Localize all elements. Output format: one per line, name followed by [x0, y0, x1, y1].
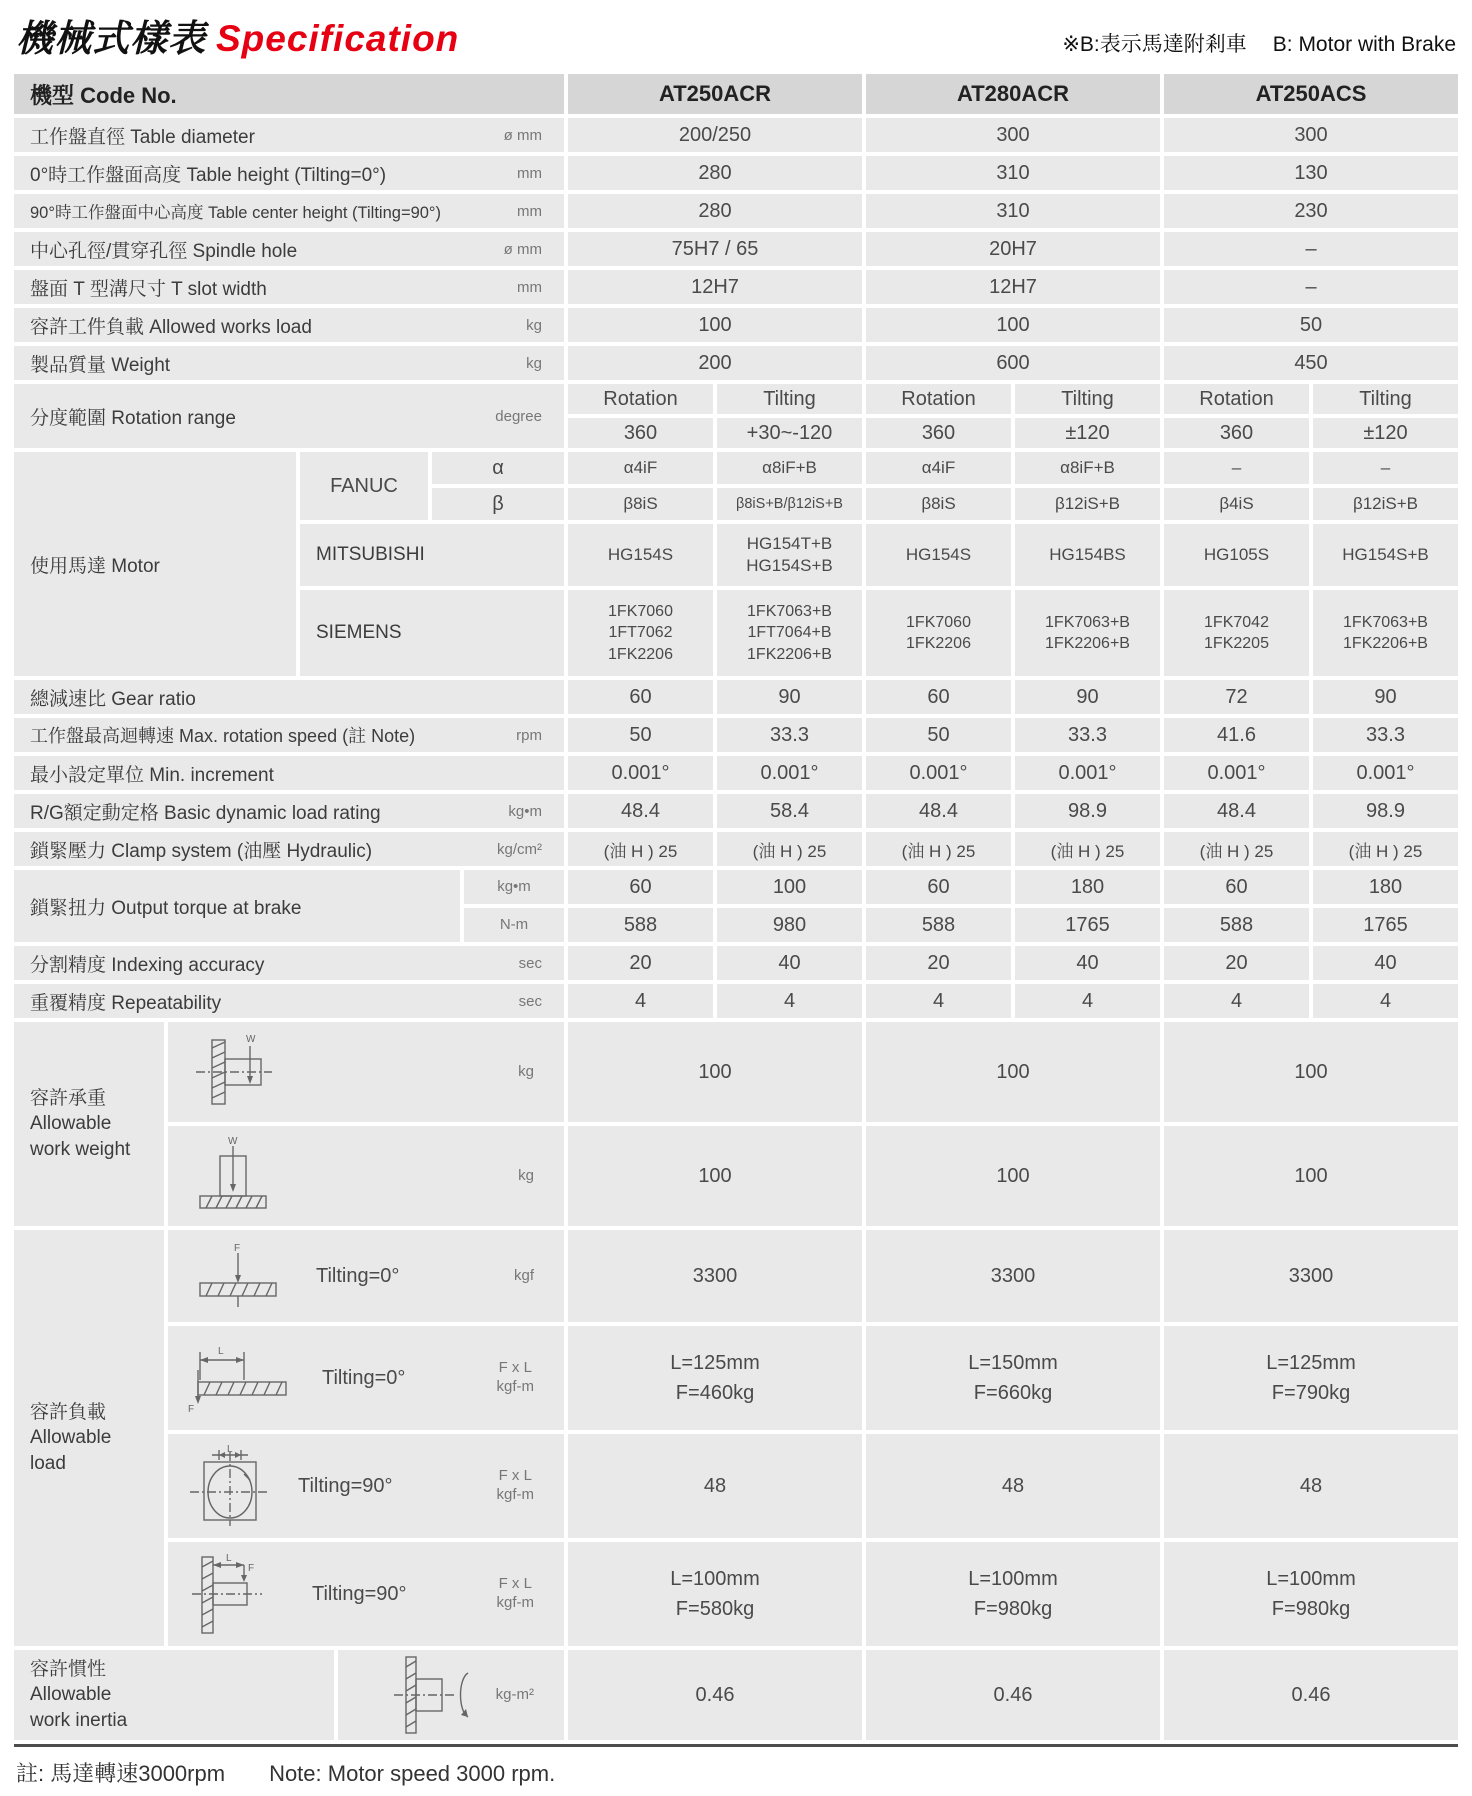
- mitsubishi-value: HG154BS: [1015, 524, 1160, 586]
- torque-rows: [464, 870, 1458, 942]
- row-unit: mm: [517, 164, 542, 182]
- fanuc-alpha-value: –: [1164, 452, 1309, 484]
- work-inertia-label-cell: [14, 1650, 334, 1740]
- diagram-force-tilt0-icon: [186, 1241, 290, 1311]
- brake-note: [1062, 28, 1456, 62]
- page-title-zh: 機械式樣表: [16, 18, 206, 59]
- diagram-rotation-inertia-icon: [388, 1653, 480, 1737]
- fanuc-alpha-value: –: [1313, 452, 1458, 484]
- max-speed-value: 33.3: [1313, 718, 1458, 752]
- table-height-value-2: 310: [866, 156, 1160, 190]
- row-gear-ratio: [14, 680, 1458, 714]
- load-caption: Tilting=0°: [316, 1264, 400, 1287]
- work-inertia-unit: kg-m²: [495, 1685, 534, 1703]
- row-dynamic-load: [14, 794, 1458, 828]
- fanuc-alpha-value: α8iF+B: [1015, 452, 1160, 484]
- clamp-label-cell: [14, 832, 564, 866]
- rotation-range-values: [568, 384, 1458, 448]
- repeatability-value: 4: [866, 984, 1011, 1018]
- svg-text:W: W: [246, 1034, 256, 1045]
- fanuc-beta-row: [432, 488, 1458, 520]
- subcol-header: Rotation: [568, 384, 713, 414]
- diagram-force-length-tilt90-side-icon: [186, 1551, 286, 1637]
- row-max-speed: [14, 718, 1458, 752]
- row-label: 製品質量 Weight: [30, 354, 171, 376]
- subcol-header: Tilting: [717, 384, 862, 414]
- work-inertia-diagram-cell: [338, 1650, 564, 1740]
- row-label: 分割精度 Indexing accuracy: [30, 954, 265, 976]
- table-height-value-3: 130: [1164, 156, 1458, 190]
- load-unit: F x L kgf-m: [496, 1575, 534, 1611]
- table-height-label-cell: [14, 156, 564, 190]
- fanuc-alpha-row: [432, 452, 1458, 484]
- subcol-header: Tilting: [1015, 384, 1160, 414]
- indexing-value: 40: [1015, 946, 1160, 980]
- diagram-table-tilted-side-load-icon: [186, 1032, 298, 1112]
- torque-kgm-value: 180: [1313, 870, 1458, 904]
- table-center-height-value-3: 230: [1164, 194, 1458, 228]
- fanuc-alpha-value: α4iF: [568, 452, 713, 484]
- load-unit: kgf: [513, 1266, 534, 1284]
- section-output-torque: [14, 870, 1458, 942]
- header-row: [14, 74, 1458, 114]
- repeatability-value: 4: [1164, 984, 1309, 1018]
- table-diameter-value-2: 300: [866, 118, 1160, 152]
- row-label: 中心孔徑/貫穿孔徑 Spindle hole: [30, 240, 298, 262]
- min-increment-value: 0.001°: [717, 756, 862, 790]
- load-value: L=125mm F=460kg: [568, 1326, 862, 1430]
- mitsubishi-value: HG105S: [1164, 524, 1309, 586]
- repeatability-value: 4: [717, 984, 862, 1018]
- row-repeatability: [14, 984, 1458, 1018]
- diagram-force-length-tilt90-front-icon: [186, 1444, 272, 1528]
- load-value: L=125mm F=790kg: [1164, 1326, 1458, 1430]
- load-value: 3300: [1164, 1230, 1458, 1322]
- motor-fanuc-block: [300, 452, 1458, 520]
- rotation-range-label-cell: [14, 384, 564, 448]
- t-slot-value-1: 12H7: [568, 270, 862, 304]
- clamp-value: (油 H ) 25: [866, 832, 1011, 866]
- row-weight: [14, 346, 1458, 380]
- weight-label-cell: [14, 346, 564, 380]
- torque-nm-value: 588: [568, 908, 713, 942]
- min-increment-value: 0.001°: [1313, 756, 1458, 790]
- row-unit: kg/cm²: [497, 840, 542, 858]
- fanuc-alpha-symbol: α: [432, 452, 564, 484]
- mitsubishi-value: HG154S: [866, 524, 1011, 586]
- fanuc-beta-value: β8iS: [568, 488, 713, 520]
- mitsubishi-value: HG154S+B: [1313, 524, 1458, 586]
- siemens-value: 1FK7060 1FK2206: [866, 590, 1011, 676]
- row-label: 重覆精度 Repeatability: [30, 992, 222, 1014]
- gear-ratio-value: 90: [717, 680, 862, 714]
- subcol-header: Rotation: [1164, 384, 1309, 414]
- motor-mitsubishi-row: [300, 524, 1458, 586]
- mitsubishi-value: HG154S: [568, 524, 713, 586]
- gear-ratio-value: 60: [568, 680, 713, 714]
- torque-kgm-row: [464, 870, 1458, 904]
- subcol-header: Rotation: [866, 384, 1011, 414]
- torque-kgm-value: 180: [1015, 870, 1160, 904]
- load-value: 48: [866, 1434, 1160, 1538]
- load-value: L=100mm F=980kg: [866, 1542, 1160, 1646]
- min-increment-value: 0.001°: [568, 756, 713, 790]
- repeatability-label-cell: [14, 984, 564, 1018]
- table-diameter-value-3: 300: [1164, 118, 1458, 152]
- work-weight-vertical-cell: [168, 1126, 564, 1226]
- repeatability-value: 4: [1015, 984, 1160, 1018]
- row-table-diameter: [14, 118, 1458, 152]
- row-unit: sec: [518, 992, 542, 1010]
- load-row-f-tilt0: [168, 1230, 1458, 1322]
- gear-ratio-value: 60: [866, 680, 1011, 714]
- clamp-value: (油 H ) 25: [1015, 832, 1160, 866]
- torque-unit-nm: N-m: [464, 908, 564, 942]
- load-value: 3300: [866, 1230, 1160, 1322]
- subcol-header: Tilting: [1313, 384, 1458, 414]
- indexing-value: 20: [568, 946, 713, 980]
- svg-text:F: F: [234, 1243, 241, 1254]
- torque-kgm-value: 60: [568, 870, 713, 904]
- row-label: 鎖緊壓力 Clamp system (油壓 Hydraulic): [30, 840, 373, 862]
- row-unit: mm: [517, 202, 542, 220]
- rotation-range-value-row: [568, 418, 1458, 448]
- load-fl-tilt0-cell: [168, 1326, 564, 1430]
- row-label: 最小設定單位 Min. increment: [30, 764, 274, 786]
- gear-ratio-value: 90: [1313, 680, 1458, 714]
- row-label: 分度範圍 Rotation range: [30, 407, 236, 429]
- torque-nm-value: 588: [866, 908, 1011, 942]
- work-inertia-value: 0.46: [568, 1650, 862, 1740]
- allowable-load-rows: [168, 1230, 1458, 1646]
- load-value: 3300: [568, 1230, 862, 1322]
- max-speed-label-cell: [14, 718, 564, 752]
- gear-ratio-label-cell: [14, 680, 564, 714]
- indexing-value: 40: [717, 946, 862, 980]
- dynamic-load-value: 48.4: [866, 794, 1011, 828]
- row-table-center-height: [14, 194, 1458, 228]
- row-spindle-hole: [14, 232, 1458, 266]
- row-unit: kg: [526, 316, 542, 334]
- torque-kgm-value: 60: [1164, 870, 1309, 904]
- svg-text:L: L: [227, 1444, 233, 1455]
- rotation-range-value: 360: [1164, 418, 1309, 448]
- rotation-range-value: +30~-120: [717, 418, 862, 448]
- work-weight-value: 100: [866, 1022, 1160, 1122]
- min-increment-value: 0.001°: [866, 756, 1011, 790]
- motor-label-cell: 使用馬達 Motor: [14, 452, 296, 676]
- dynamic-load-value: 98.9: [1313, 794, 1458, 828]
- row-label: 0°時工作盤面高度 Table height (Tilting=0°): [30, 164, 387, 186]
- row-unit: degree: [495, 407, 542, 425]
- torque-kgm-value: 60: [866, 870, 1011, 904]
- table-diameter-value-1: 200/250: [568, 118, 862, 152]
- section-work-weight: [14, 1022, 1458, 1226]
- indexing-value: 20: [1164, 946, 1309, 980]
- load-f-tilt0-cell: [168, 1230, 564, 1322]
- rotation-range-value: 360: [866, 418, 1011, 448]
- torque-nm-value: 588: [1164, 908, 1309, 942]
- dynamic-load-label-cell: [14, 794, 564, 828]
- table-center-height-label-cell: [14, 194, 564, 228]
- work-inertia-value: 0.46: [866, 1650, 1160, 1740]
- row-unit: ø mm: [503, 126, 542, 144]
- min-increment-value: 0.001°: [1164, 756, 1309, 790]
- fanuc-alpha-value: α4iF: [866, 452, 1011, 484]
- svg-text:F: F: [188, 1404, 195, 1415]
- load-caption: Tilting=90°: [312, 1582, 407, 1605]
- torque-nm-row: [464, 908, 1458, 942]
- work-weight-unit: kg: [518, 1166, 534, 1184]
- weight-value-3: 450: [1164, 346, 1458, 380]
- spindle-hole-label-cell: [14, 232, 564, 266]
- load-value: L=100mm F=580kg: [568, 1542, 862, 1646]
- load-value: L=100mm F=980kg: [1164, 1542, 1458, 1646]
- work-weight-value: 100: [568, 1126, 862, 1226]
- load-unit: F x L kgf-m: [496, 1467, 534, 1503]
- weight-value-1: 200: [568, 346, 862, 380]
- load-unit: F x L kgf-m: [496, 1359, 534, 1395]
- t-slot-value-3: –: [1164, 270, 1458, 304]
- dynamic-load-value: 48.4: [1164, 794, 1309, 828]
- spindle-hole-value-2: 20H7: [866, 232, 1160, 266]
- works-load-value-3: 50: [1164, 308, 1458, 342]
- siemens-value: 1FK7063+B 1FT7064+B 1FK2206+B: [717, 590, 862, 676]
- work-weight-value: 100: [1164, 1022, 1458, 1122]
- gear-ratio-value: 72: [1164, 680, 1309, 714]
- fanuc-subrows: [432, 452, 1458, 520]
- indexing-value: 20: [866, 946, 1011, 980]
- works-load-value-1: 100: [568, 308, 862, 342]
- work-weight-row-vertical: [168, 1126, 1458, 1226]
- load-value: L=150mm F=660kg: [866, 1326, 1160, 1430]
- svg-text:W: W: [228, 1136, 238, 1147]
- min-increment-value: 0.001°: [1015, 756, 1160, 790]
- load-row-fl-tilt90-side: [168, 1542, 1458, 1646]
- work-weight-rows: [168, 1022, 1458, 1226]
- section-allowable-load: [14, 1230, 1458, 1646]
- siemens-value: 1FK7060 1FT7062 1FK2206: [568, 590, 713, 676]
- fanuc-beta-value: β12iS+B: [1015, 488, 1160, 520]
- load-row-fl-tilt0: [168, 1326, 1458, 1430]
- work-weight-value: 100: [1164, 1126, 1458, 1226]
- motor-brand-fanuc: FANUC: [300, 452, 428, 520]
- row-rotation-range: [14, 384, 1458, 448]
- title-bar: [0, 0, 1472, 74]
- row-unit: sec: [518, 954, 542, 972]
- t-slot-label-cell: [14, 270, 564, 304]
- max-speed-value: 41.6: [1164, 718, 1309, 752]
- clamp-value: (油 H ) 25: [1164, 832, 1309, 866]
- fanuc-beta-value: β4iS: [1164, 488, 1309, 520]
- fanuc-beta-symbol: β: [432, 488, 564, 520]
- dynamic-load-value: 58.4: [717, 794, 862, 828]
- min-increment-label-cell: [14, 756, 564, 790]
- row-label: 工作盤最高迴轉速 Max. rotation speed (註 Note): [30, 726, 416, 746]
- motor-rows: [300, 452, 1458, 676]
- load-caption: Tilting=0°: [322, 1366, 406, 1389]
- fanuc-alpha-value: α8iF+B: [717, 452, 862, 484]
- row-t-slot: [14, 270, 1458, 304]
- row-label: 工作盤直徑 Table diameter: [30, 126, 255, 148]
- max-speed-value: 33.3: [1015, 718, 1160, 752]
- row-unit: kg: [526, 354, 542, 372]
- indexing-value: 40: [1313, 946, 1458, 980]
- rotation-range-value: ±120: [1015, 418, 1160, 448]
- dynamic-load-value: 48.4: [568, 794, 713, 828]
- footnote-en: Note: Motor speed 3000 rpm.: [269, 1761, 556, 1786]
- row-label: 容許工件負載 Allowed works load: [30, 316, 312, 338]
- fanuc-beta-value: β8iS: [866, 488, 1011, 520]
- footnote-zh: 註: 馬達轉速3000rpm: [16, 1761, 226, 1786]
- spindle-hole-value-1: 75H7 / 65: [568, 232, 862, 266]
- footnote: [16, 1757, 1472, 1788]
- max-speed-value: 50: [568, 718, 713, 752]
- header-model-at250acs: AT250ACS: [1164, 74, 1458, 114]
- torque-nm-value: 980: [717, 908, 862, 942]
- row-min-increment: [14, 756, 1458, 790]
- table-diameter-label-cell: [14, 118, 564, 152]
- row-unit: kg•m: [508, 802, 542, 820]
- load-fl-tilt90-front-cell: [168, 1434, 564, 1538]
- rotation-range-value: ±120: [1313, 418, 1458, 448]
- svg-text:F: F: [248, 1563, 255, 1574]
- torque-label-cell: 鎖緊扭力 Output torque at brake: [14, 870, 460, 942]
- torque-nm-value: 1765: [1313, 908, 1458, 942]
- spindle-hole-value-3: –: [1164, 232, 1458, 266]
- indexing-label-cell: [14, 946, 564, 980]
- work-weight-label-cell: [14, 1022, 164, 1226]
- row-label: 盤面 T 型溝尺寸 T slot width: [30, 278, 267, 300]
- siemens-value: 1FK7063+B 1FK2206+B: [1313, 590, 1458, 676]
- work-weight-value: 100: [568, 1022, 862, 1122]
- mitsubishi-value: HG154T+B HG154S+B: [717, 524, 862, 586]
- gear-ratio-value: 90: [1015, 680, 1160, 714]
- row-unit: rpm: [516, 726, 542, 744]
- section-motor: [14, 452, 1458, 676]
- t-slot-value-2: 12H7: [866, 270, 1160, 304]
- header-model-at280acr: AT280ACR: [866, 74, 1160, 114]
- load-row-fl-tilt90-front: [168, 1434, 1458, 1538]
- repeatability-value: 4: [568, 984, 713, 1018]
- row-clamp-system: [14, 832, 1458, 866]
- table-center-height-value-1: 280: [568, 194, 862, 228]
- dynamic-load-value: 98.9: [1015, 794, 1160, 828]
- siemens-value: 1FK7042 1FK2205: [1164, 590, 1309, 676]
- header-code-no: 機型 Code No.: [14, 74, 564, 114]
- work-weight-horizontal-cell: [168, 1022, 564, 1122]
- row-unit: ø mm: [503, 240, 542, 258]
- works-load-value-2: 100: [866, 308, 1160, 342]
- table-bottom-rule: [14, 1744, 1458, 1747]
- page-title: [16, 8, 459, 62]
- row-label: R/G額定動定格 Basic dynamic load rating: [30, 802, 381, 824]
- load-caption: Tilting=90°: [298, 1474, 393, 1497]
- header-model-at250acr: AT250ACR: [568, 74, 862, 114]
- load-value: 48: [568, 1434, 862, 1538]
- section-label: 容許承重 Allowable work weight: [30, 1088, 131, 1160]
- max-speed-value: 50: [866, 718, 1011, 752]
- weight-value-2: 600: [866, 346, 1160, 380]
- motor-brand-siemens: SIEMENS: [300, 590, 564, 676]
- table-center-height-value-2: 310: [866, 194, 1160, 228]
- works-load-label-cell: [14, 308, 564, 342]
- load-fl-tilt90-side-cell: [168, 1542, 564, 1646]
- motor-brand-mitsubishi: MITSUBISHI: [300, 524, 564, 586]
- row-unit: mm: [517, 278, 542, 296]
- clamp-value: (油 H ) 25: [717, 832, 862, 866]
- siemens-value: 1FK7063+B 1FK2206+B: [1015, 590, 1160, 676]
- row-work-inertia: [14, 1650, 1458, 1740]
- rotation-range-subheader: [568, 384, 1458, 414]
- row-works-load: [14, 308, 1458, 342]
- brake-note-en: B: Motor with Brake: [1272, 33, 1456, 56]
- work-weight-unit: kg: [518, 1062, 534, 1080]
- work-inertia-value: 0.46: [1164, 1650, 1458, 1740]
- allowable-load-label-cell: [14, 1230, 164, 1646]
- work-weight-row-horizontal: [168, 1022, 1458, 1122]
- max-speed-value: 33.3: [717, 718, 862, 752]
- row-indexing-accuracy: [14, 946, 1458, 980]
- page-title-en: Specification: [216, 18, 460, 59]
- clamp-value: (油 H ) 25: [568, 832, 713, 866]
- brake-note-zh: ※B:表示馬達附剎車: [1062, 33, 1247, 56]
- clamp-value: (油 H ) 25: [1313, 832, 1458, 866]
- svg-text:L: L: [218, 1346, 224, 1357]
- row-label: 90°時工作盤面中心高度 Table center height (Tilting=90°): [30, 204, 442, 222]
- row-table-height: [14, 156, 1458, 190]
- diagram-force-length-tilt0-icon: [186, 1340, 296, 1416]
- work-weight-value: 100: [866, 1126, 1160, 1226]
- spec-table: [14, 74, 1458, 1740]
- rotation-range-value: 360: [568, 418, 713, 448]
- torque-kgm-value: 100: [717, 870, 862, 904]
- torque-unit-kgm: kg•m: [464, 870, 564, 904]
- torque-nm-value: 1765: [1015, 908, 1160, 942]
- fanuc-beta-value: β8iS+B/β12iS+B: [717, 488, 862, 520]
- table-height-value-1: 280: [568, 156, 862, 190]
- repeatability-value: 4: [1313, 984, 1458, 1018]
- motor-siemens-row: [300, 590, 1458, 676]
- row-label: 總減速比 Gear ratio: [30, 688, 196, 710]
- section-label: 容許負載 Allowable load: [30, 1402, 112, 1474]
- section-label: 容許慣性 Allowable work inertia: [30, 1659, 128, 1731]
- svg-text:L: L: [226, 1553, 232, 1564]
- load-value: 48: [1164, 1434, 1458, 1538]
- diagram-table-flat-top-load-icon: [186, 1134, 282, 1218]
- fanuc-beta-value: β12iS+B: [1313, 488, 1458, 520]
